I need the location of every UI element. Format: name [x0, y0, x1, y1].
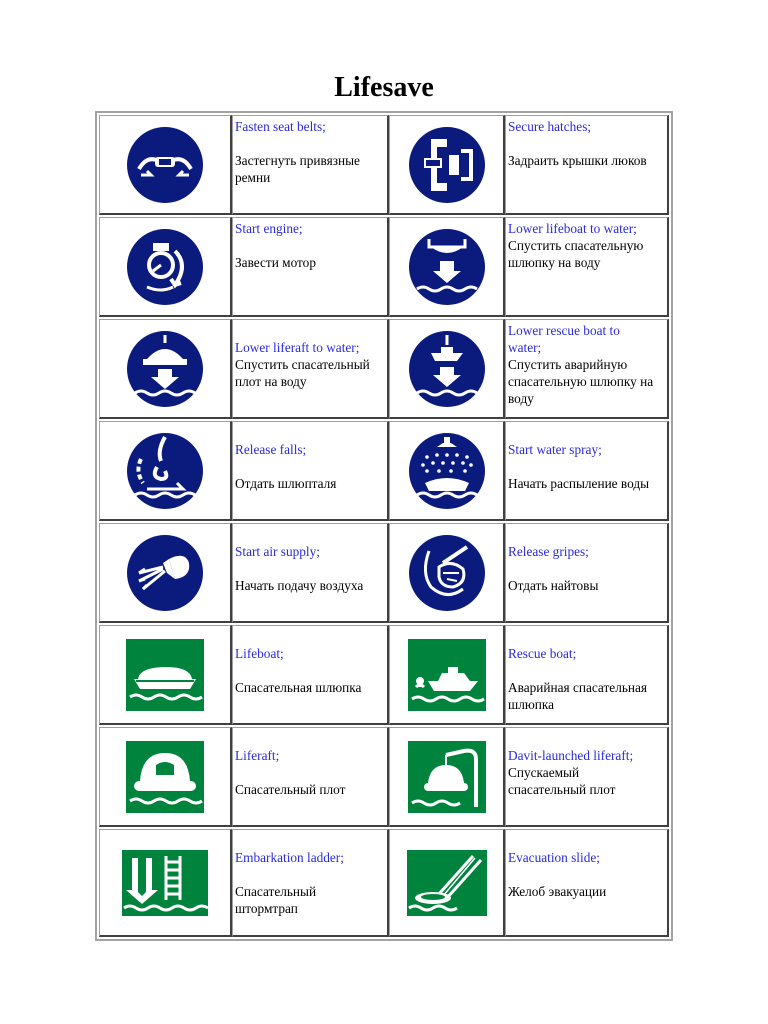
- sign-text-cell: [232, 115, 389, 215]
- sign-text-cell: [232, 625, 389, 725]
- russian-label: Спасательный плот: [235, 782, 346, 797]
- sign-cell: [389, 727, 505, 827]
- page-title: Lifesave: [334, 72, 434, 103]
- russian-label: Аварийная спасательная шлюпка: [508, 680, 648, 712]
- lifeboat-icon: [126, 639, 204, 711]
- russian-label: Начать подачу воздуха: [235, 578, 364, 593]
- russian-label: Начать распыление воды: [508, 476, 650, 491]
- lower-liferaft-icon: [125, 329, 205, 409]
- sign-text-cell: [505, 421, 669, 521]
- table-row: [99, 421, 669, 521]
- russian-label: Спускаемый спасательный плот: [508, 765, 616, 797]
- embarkation-ladder-icon: [122, 850, 208, 916]
- english-label: Evacuation slide;: [508, 850, 600, 865]
- table-row: [99, 115, 669, 215]
- sign-cell: [389, 421, 505, 521]
- table-row: [99, 727, 669, 827]
- water-spray-icon: [407, 431, 487, 511]
- english-label: Lower lifeboat to water;: [508, 221, 637, 236]
- english-label: Davit-launched liferaft;: [508, 748, 634, 763]
- russian-label: Спасательный штормтрап: [235, 884, 317, 916]
- english-label: Release falls;: [235, 442, 307, 457]
- sign-text-cell: [232, 217, 389, 317]
- russian-label: Спустить спасательный плот на воду: [235, 357, 370, 389]
- sign-text-cell: [505, 625, 669, 725]
- sign-cell: [99, 217, 232, 317]
- evacuation-slide-icon: [407, 850, 487, 916]
- sign-text-cell: [232, 523, 389, 623]
- russian-label: Спустить спасательную шлюпку на воду: [508, 238, 644, 270]
- sign-cell: [389, 523, 505, 623]
- sign-cell: [99, 319, 232, 419]
- english-label: Lower rescue boat to water;: [508, 323, 620, 355]
- russian-label: Отдать шлюпталя: [235, 476, 337, 491]
- table-row: [99, 625, 669, 725]
- sign-cell: [389, 217, 505, 317]
- table-row: [99, 523, 669, 623]
- sign-cell: [99, 115, 232, 215]
- sign-text-cell: [505, 115, 669, 215]
- russian-label: Застегнуть привязные ремни: [235, 153, 360, 185]
- lower-lifeboat-icon: [407, 227, 487, 307]
- russian-label: Задраить крышки люков: [508, 153, 647, 168]
- sign-cell: [99, 523, 232, 623]
- table-row: [99, 217, 669, 317]
- sign-text-cell: [505, 829, 669, 937]
- rescue-boat-icon: [408, 639, 486, 711]
- sign-text-cell: [232, 829, 389, 937]
- sign-cell: [99, 727, 232, 827]
- english-label: Secure hatches;: [508, 119, 592, 134]
- sign-cell: [99, 829, 232, 937]
- english-label: Lifeboat;: [235, 646, 284, 661]
- russian-label: Отдать найтовы: [508, 578, 599, 593]
- sign-text-cell: [232, 727, 389, 827]
- russian-label: Завести мотор: [235, 255, 316, 270]
- sign-text-cell: [505, 319, 669, 419]
- sign-text-cell: [505, 523, 669, 623]
- english-label: Rescue boat;: [508, 646, 577, 661]
- english-label: Embarkation ladder;: [235, 850, 344, 865]
- start-engine-icon: [125, 227, 205, 307]
- sign-text-cell: [505, 727, 669, 827]
- sign-cell: [99, 625, 232, 725]
- release-gripes-icon: [407, 533, 487, 613]
- fasten-seat-belts-icon: [125, 125, 205, 205]
- sign-cell: [389, 625, 505, 725]
- sign-cell: [389, 319, 505, 419]
- sign-cell: [389, 829, 505, 937]
- russian-label: Спустить аварийную спасательную шлюпку на воду: [508, 357, 654, 406]
- lower-rescue-boat-icon: [407, 329, 487, 409]
- release-falls-icon: [125, 431, 205, 511]
- sign-cell: [389, 115, 505, 215]
- english-label: Fasten seat belts;: [235, 119, 326, 134]
- table-row: [99, 829, 669, 937]
- english-label: Start engine;: [235, 221, 303, 236]
- secure-hatches-icon: [407, 125, 487, 205]
- sign-text-cell: [505, 217, 669, 317]
- sign-text-cell: [232, 421, 389, 521]
- english-label: Liferaft;: [235, 748, 280, 763]
- russian-label: Спасательная шлюпка: [235, 680, 362, 695]
- sign-text-cell: [232, 319, 389, 419]
- english-label: Start water spray;: [508, 442, 602, 457]
- signs-table: [95, 111, 673, 941]
- english-label: Lower liferaft to water;: [235, 340, 360, 355]
- davit-liferaft-icon: [408, 741, 486, 813]
- english-label: Release gripes;: [508, 544, 589, 559]
- sign-cell: [99, 421, 232, 521]
- air-supply-icon: [125, 533, 205, 613]
- table-row: [99, 319, 669, 419]
- russian-label: Желоб эвакуации: [508, 884, 607, 899]
- english-label: Start air supply;: [235, 544, 320, 559]
- liferaft-icon: [126, 741, 204, 813]
